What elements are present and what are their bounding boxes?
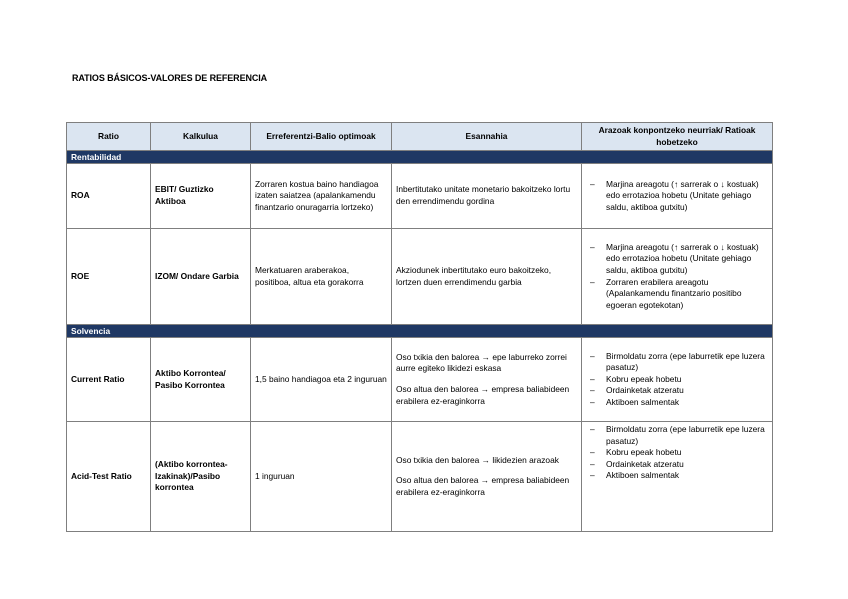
header-causes: Arazoak konpontzeko neurriak/ Ratioak hobetzeko — [582, 123, 773, 151]
ratio-name: ROE — [67, 229, 151, 325]
list-item: – Ordainketak atzeratu — [586, 459, 768, 471]
list-item: – Aktiboen salmentak — [586, 397, 768, 409]
ratio-meaning: Akziodunek inbertitutako euro bakoitzeko, lortzen duen errendimendu garbia — [392, 229, 582, 325]
table-row-roe — [67, 229, 773, 325]
ratio-formula: IZOM/ Ondare Garbia — [151, 229, 251, 325]
table-row-current — [67, 338, 773, 422]
ratio-meaning — [392, 338, 582, 422]
ratio-reference: Merkatuaren araberakoa, positiboa, altua eta gorakorra — [251, 229, 392, 325]
ratio-name: Current Ratio — [67, 338, 151, 422]
ratios-table — [66, 122, 773, 532]
section-solvencia — [67, 325, 773, 338]
section-rentabilidad — [67, 151, 773, 164]
meaning-low: Oso txikia den balorea → epe laburreko zorrei aurre egiteko likidezi eskasa — [396, 351, 567, 374]
meaning-high: Oso altua den balorea → empresa baliabideen erabilera ez-eraginkorra — [396, 475, 570, 497]
header-ref: Erreferentzi-Balio optimoak — [251, 123, 392, 151]
ratio-formula: EBIT/ Guztizko Aktiboa — [151, 164, 251, 229]
ratio-meaning: Inbertitutako unitate monetario bakoitzeko lortu den errendimendu gordina — [392, 164, 582, 229]
list-item: – Birmoldatu zorra (epe laburretik epe luzera pasatuz) — [586, 424, 768, 447]
section-label: Solvencia — [67, 325, 773, 338]
ratio-actions — [582, 422, 773, 532]
list-item: – Kobru epeak hobetu — [586, 447, 768, 459]
list-item: – Marjina areagotu (↑ sarrerak o ↓ kostuak) edo errotazioa hobetu (Unitate gehiago saldu, aktiboa gutxitu) — [586, 242, 768, 277]
ratio-actions — [582, 229, 773, 325]
header-ratio: Ratio — [67, 123, 151, 151]
ratio-reference: Zorraren kostua baino handiagoa izaten saiatzea (apalankamendu finantzario onuragarria lortzeko) — [251, 164, 392, 229]
ratio-reference: 1 inguruan — [251, 422, 392, 532]
ratio-formula: Aktibo Korrontea/ Pasibo Korrontea — [151, 338, 251, 422]
list-item: – Zorraren erabilera areagotu (Apalankamendu finantzario positibo egoeran egotekotan) — [586, 277, 768, 312]
section-label: Rentabilidad — [67, 151, 773, 164]
table-row-roa — [67, 164, 773, 229]
table-row-acid — [67, 422, 773, 532]
ratio-formula: (Aktibo korrontea-Izakinak)/Pasibo korrontea — [151, 422, 251, 532]
ratio-meaning — [392, 422, 582, 532]
meaning-low: Oso txikia den balorea → likidezien arazoak — [396, 454, 559, 465]
ratio-reference: 1,5 baino handiagoa eta 2 inguruan — [251, 338, 392, 422]
header-calc: Kalkulua — [151, 123, 251, 151]
list-item: – Kobru epeak hobetu — [586, 374, 768, 386]
list-item: – Birmoldatu zorra (epe laburretik epe luzera pasatuz) — [586, 351, 768, 374]
list-item: – Marjina areagotu (↑ sarrerak o ↓ kostuak) edo errotazioa hobetu (Unitate gehiago saldu, aktiboa gutxitu) — [586, 179, 768, 214]
header-row — [67, 123, 773, 151]
list-item: – Ordainketak atzeratu — [586, 385, 768, 397]
meaning-high: Oso altua den balorea → empresa baliabideen erabilera ez-eraginkorra — [396, 384, 570, 406]
list-item: – Aktiboen salmentak — [586, 470, 768, 482]
document-title: RATIOS BÁSICOS-VALORES DE REFERENCIA — [72, 73, 268, 83]
header-meaning: Esannahia — [392, 123, 582, 151]
ratio-actions — [582, 164, 773, 229]
ratio-name: Acid-Test Ratio — [67, 422, 151, 532]
ratio-name: ROA — [67, 164, 151, 229]
ratio-actions — [582, 338, 773, 422]
